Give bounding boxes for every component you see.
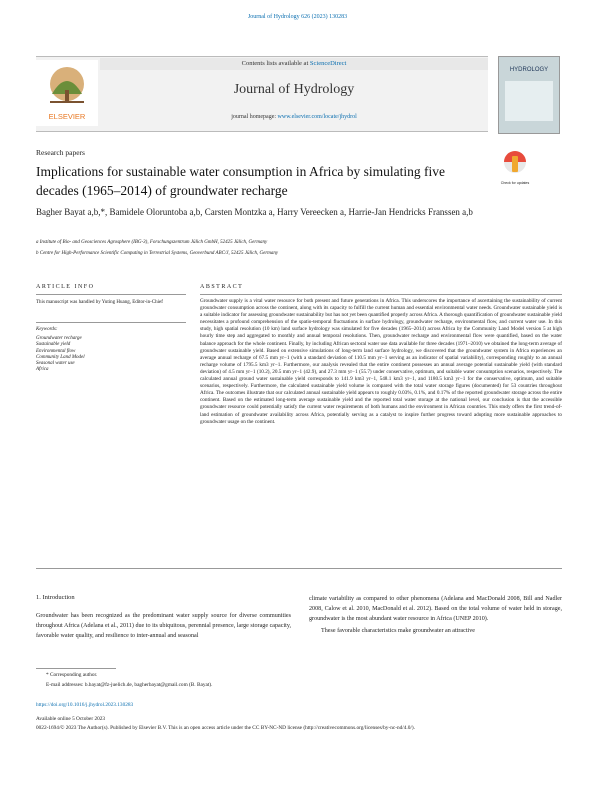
divider	[36, 568, 562, 569]
section-heading: 1. Introduction	[36, 594, 75, 601]
doi-link[interactable]: https://doi.org/10.1016/j.jhydrol.2023.130283	[36, 702, 134, 708]
email-addresses[interactable]: E-mail addresses: b.bayat@fz-juelich.de, bagherbayat@gmail.com (B. Bayat).	[46, 682, 213, 688]
divider	[36, 294, 186, 295]
keyword: Environmental flow	[36, 348, 76, 354]
elsevier-logo	[36, 60, 98, 126]
intro-paragraph-right: climate variability as compared to other phenomena (Adelana and MacDonald 2008, Bill and Nadler 2008, Calow et al. 2010, MacDonald et al. 2012). Based on the total volume of water held in storage, groundwater is the most abundant water resource in Africa (UNEP 2010).	[309, 596, 562, 622]
cover-title: HYDROLOGY	[509, 67, 549, 73]
corresponding-author-note: * Corresponding author.	[46, 672, 98, 678]
journal-cover-image	[498, 56, 560, 134]
intro-paragraph-right-2: These favorable characteristics make groundwater an attractive	[321, 628, 475, 634]
keywords-heading: Keywords:	[36, 327, 58, 332]
publisher-name: ELSEVIER	[48, 112, 86, 121]
journal-reference[interactable]: Journal of Hydrology 626 (2023) 130283	[247, 14, 348, 20]
article-type: Research papers	[36, 148, 85, 157]
license-note[interactable]: 0022-1694/© 2023 The Author(s). Published by Elsevier B.V. This is an open access article under the CC BY-NC-ND license (http://creativecommons.org/licenses/by-nc-nd/4.0/).	[36, 725, 415, 731]
keyword: Sustainable yield	[36, 342, 71, 348]
homepage-line	[100, 114, 488, 120]
intro-column-right	[309, 594, 562, 636]
sciencedirect-link[interactable]: ScienceDirect	[309, 60, 347, 67]
footnote-divider	[36, 668, 116, 669]
article-info-heading: ARTICLE INFO	[36, 284, 95, 290]
keywords-list	[36, 336, 85, 374]
homepage-link[interactable]: www.elsevier.com/locate/jhydrol	[277, 114, 357, 120]
divider	[36, 322, 186, 323]
contents-line	[100, 58, 488, 70]
abstract-heading: ABSTRACT	[200, 284, 244, 290]
authors: Bagher Bayat a,b,*, Bamidele Oloruntoba a,b, Carsten Montzka a, Harry Vereecken a, Harrie-Jan Hendricks Franssen a,b	[36, 207, 473, 217]
affiliation-a: a Institute of Bio- and Geosciences Agrosphere (IBG-3), Forschungszentrum Jülich GmbH, 52425 Jülich, Germany	[36, 240, 268, 245]
affiliation-b: b Centre for High-Performance Scientific Computing in Terrestrial Systems, Geoverbund ABC/J, 52425 Jülich, Germany	[36, 251, 279, 256]
handled-by-note: This manuscript was handled by Yuting Huang, Editor-in-Chief	[36, 300, 163, 305]
keyword: Community Land Model	[36, 354, 85, 360]
keyword: Seasonal water use	[36, 361, 75, 367]
keyword: Groundwater recharge	[36, 336, 82, 341]
crossmark-icon[interactable]	[498, 150, 532, 184]
keyword: Africa	[36, 367, 49, 373]
abstract-text: Groundwater supply is a vital water resource for both present and future generations in Africa. This underscores the importance of ascertaining the sustainability of current groundwater consumption across the continent, along with its capacity to fulfill the current human and essential environmental water needs. Groundwater sustainable yield is a suitable indicator for assessing groundwater sustainability but has not yet been quantified properly across Africa. A thorough quantification of groundwater sustainable yield necessitates a profound comprehension of the spatio-temporal fluctuations in surface hydrology, groundwater recharge, environmental flow, and current water use. In this study, high spatial resolution (10 km) land surface hydrology was simulated for five decades (1965–2014) across Africa by the Community Land Model version 5 at high hourly time step and aggregated to monthly and annual temporal resolutions. Then, groundwater recharge and environmental flow were quantified, based on the water balance approach for the whole continent. Finally, by including African sectoral water use data available for three decades (1971–2010) we obtained the long-term average of groundwater sustainable yield. Based on extensive simulations of long-term land surface hydrology, we discovered that the groundwater system in Africa experiences an average annual recharge of 67.5 mm yr−1 (with a standard deviation of 110.5 mm yr−1 serving as an indicator of spatial variability), corresponding roughly to an annual recharge volume of 1795.5 km3 yr−1. Furthermore, our analysis revealed that the entire continent possesses an annual average potential sustainable yield (with standard deviation) of 4.5 mm yr−1 (10.2), 20.5 mm yr−1 (42.9), and 27.3 mm yr−1 (55.7) under conservative, optimum, and suitable water consumption scenarios, respectively. The calculated annual ground water sustainable yield corresponds to 141.9 km3 yr−1, 548.1 km3 yr−1, and 1180.5 km3 yr−1 for the conservative, optimum, and suitable scenarios, respectively. Furthermore, the calculated sustainable yield volume is compared with the total water storage figures (documented) for 53 countries throughout Africa. The outcomes illustrate that our calculated annual sustainable yield appears to roughly 0.03%, 0.1%, and 0.17% of the reported groundwater storage across the entire continent. Based on the estimated long-term average sustainable yield and the reported total water storage at the national level, our conclusion is that the accessible groundwater resource could potentially satisfy the current water requirements of both humans and the environment in African countries. This study offers the first trend-of-land estimation of groundwater availability across Africa, potentially serving as a catalyst to inspire further progress toward adopting more sustainable approaches to groundwater usage on the continent.	[200, 298, 562, 425]
contents-prefix: Contents lists available at	[241, 60, 310, 67]
availability-date: Available online 5 October 2023	[36, 716, 106, 722]
journal-title: Journal of Hydrology	[233, 82, 355, 97]
homepage-prefix: journal homepage:	[231, 114, 278, 120]
article-title: Implications for sustainable water consumption in Africa by simulating five decades (1965–2014) of groundwater recharge	[36, 164, 446, 198]
crossmark-label: Check for updates	[500, 181, 530, 185]
intro-paragraph-left: Groundwater has been recognized as the predominant water supply source for diverse communities throughout Africa (Adelana et al., 2011) due to its ubiquitous, perennial presence, large storage capacity, favorable water quality, and resilience to inter-annual and seasonal	[36, 613, 291, 639]
divider	[200, 294, 562, 295]
